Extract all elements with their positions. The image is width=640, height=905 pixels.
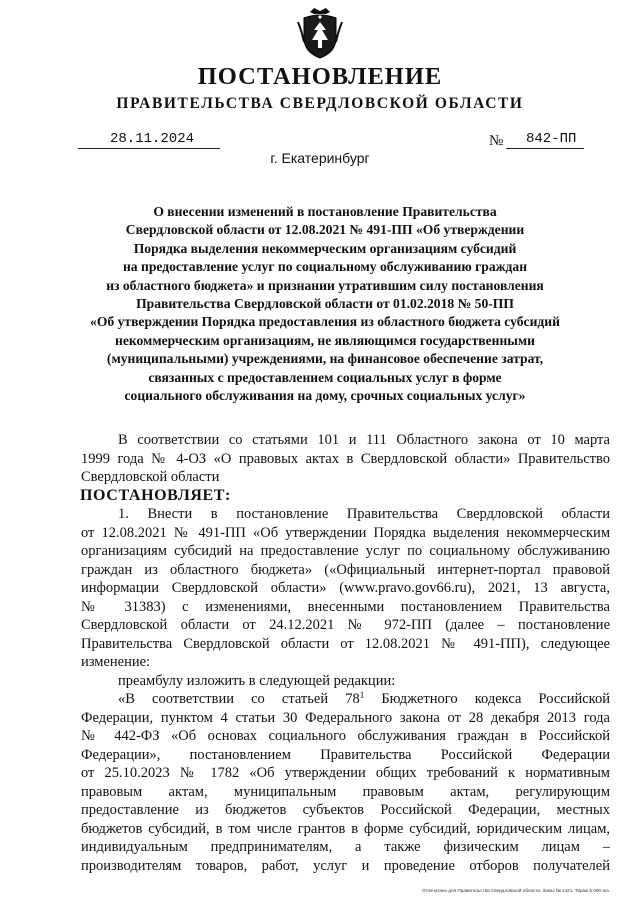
heading-line: связанных с предоставлением социальных услуг в форме xyxy=(148,369,502,385)
body-line: от 12.08.2021 № 491-ПП «Об утверждении Порядка выделения некоммерческим xyxy=(81,524,610,541)
heading-line: (муниципальными) учреждениями, на финансовое обеспечение затрат, xyxy=(106,351,544,367)
body-line: Свердловской области xyxy=(81,469,220,485)
heading-line: социального обслуживания на дому, срочных социальных услуг» xyxy=(124,388,526,404)
body-line: Свердловской области от 24.12.2021 № 972-ПП (далее – постановление xyxy=(81,617,610,633)
body-line: № 442-ФЗ «Об основах социального обслуживания граждан в Российской xyxy=(81,728,610,744)
body-line: предоставление из бюджетов субъектов Российской Федерации, местных xyxy=(81,802,610,818)
heading-line: из областного бюджета» и признании утратившим силу постановления xyxy=(106,277,544,293)
body-line: организациям субсидий на предоставление услуг по социальному обслуживанию xyxy=(81,543,610,559)
document-heading xyxy=(40,203,610,405)
body-line: Правительства Свердловской области от 12.08.2021 № 491-ПП), следующее xyxy=(81,635,610,652)
heading-line: Порядка выделения некоммерческим организациям субсидий xyxy=(133,240,517,256)
body-line: В соответствии со статьями 101 и 111 Областного закона от 10 марта xyxy=(118,432,610,448)
body-line: правовым актам, муниципальным правовым актам, регулирующим xyxy=(81,783,610,800)
coat-of-arms-icon xyxy=(296,8,344,60)
decree-word: ПОСТАНОВЛЯЕТ: xyxy=(80,486,231,504)
body-line: индивидуальным предпринимателям, а также физическим лицам – xyxy=(81,839,610,855)
document-subtitle: ПРАВИТЕЛЬСТВА СВЕРДЛОВСКОЙ ОБЛАСТИ xyxy=(116,95,524,112)
document-city: г. Екатеринбург xyxy=(270,150,370,166)
document-title: ПОСТАНОВЛЕНИЕ xyxy=(197,63,443,90)
body-line: изменение: xyxy=(81,654,151,670)
heading-line: Правительства Свердловской области от 01.02.2018 № 50-ПП xyxy=(136,296,514,312)
heading-line: Свердловской области от 12.08.2021 № 491-ПП «Об утверждении xyxy=(125,222,525,238)
body-line: 1999 года № 4-ОЗ «О правовых актах в Свердловской области» Правительство xyxy=(81,450,610,467)
quote-first-line xyxy=(81,690,610,709)
heading-line: «Об утверждении Порядка предоставления из областного бюджета субсидий xyxy=(90,314,560,330)
heading-line: О внесении изменений в постановление Правительства xyxy=(153,204,497,219)
body-line: Федерации», постановлением Правительства Российской Федерации xyxy=(81,746,610,763)
body-line: преамбулу изложить в следующей редакции: xyxy=(118,672,396,689)
document-number-label: № xyxy=(489,133,504,149)
print-footer: Отпечатано для Правительства Свердловской области. Заказ № 1421. Тираж 5 000 экз. xyxy=(421,888,610,893)
heading-line: некоммерческим организациям, не являющимся государственными xyxy=(115,332,535,348)
document-body xyxy=(81,431,610,875)
heading-line: на предоставление услуг по социальному обслуживанию граждан xyxy=(122,259,528,275)
body-line: информации Свердловской области» (www.pravo.gov66.ru), 2021, 13 августа, xyxy=(81,580,610,596)
body-line: 1. Внести в постановление Правительства Свердловской области xyxy=(118,506,610,522)
document-number: 842-ПП xyxy=(506,131,584,149)
body-line: от 25.10.2023 № 1782 «Об утверждении общих требований к нормативным xyxy=(81,765,610,781)
body-line: Федерации, пунктом 4 статьи 30 Федерального закона от 28 декабря 2013 года xyxy=(81,709,610,726)
body-line: граждан из областного бюджета» («Официальный интернет-портал правовой xyxy=(81,561,610,578)
body-line: бюджетов субсидий, в том числе грантов в форме субсидий, юридическим лицам, xyxy=(81,820,610,837)
quote-text: «В соответствии со статьей 78 xyxy=(118,691,360,707)
article-superscript: 1 xyxy=(359,690,365,700)
document-date: 28.11.2024 xyxy=(78,131,220,149)
body-line: № 31383) с изменениями, внесенными постановлением Правительства xyxy=(81,598,610,615)
quote-text: Бюджетного кодекса Российской xyxy=(364,691,610,707)
body-line: производителям товаров, работ, услуг и проведение отборов получателей xyxy=(81,857,610,874)
